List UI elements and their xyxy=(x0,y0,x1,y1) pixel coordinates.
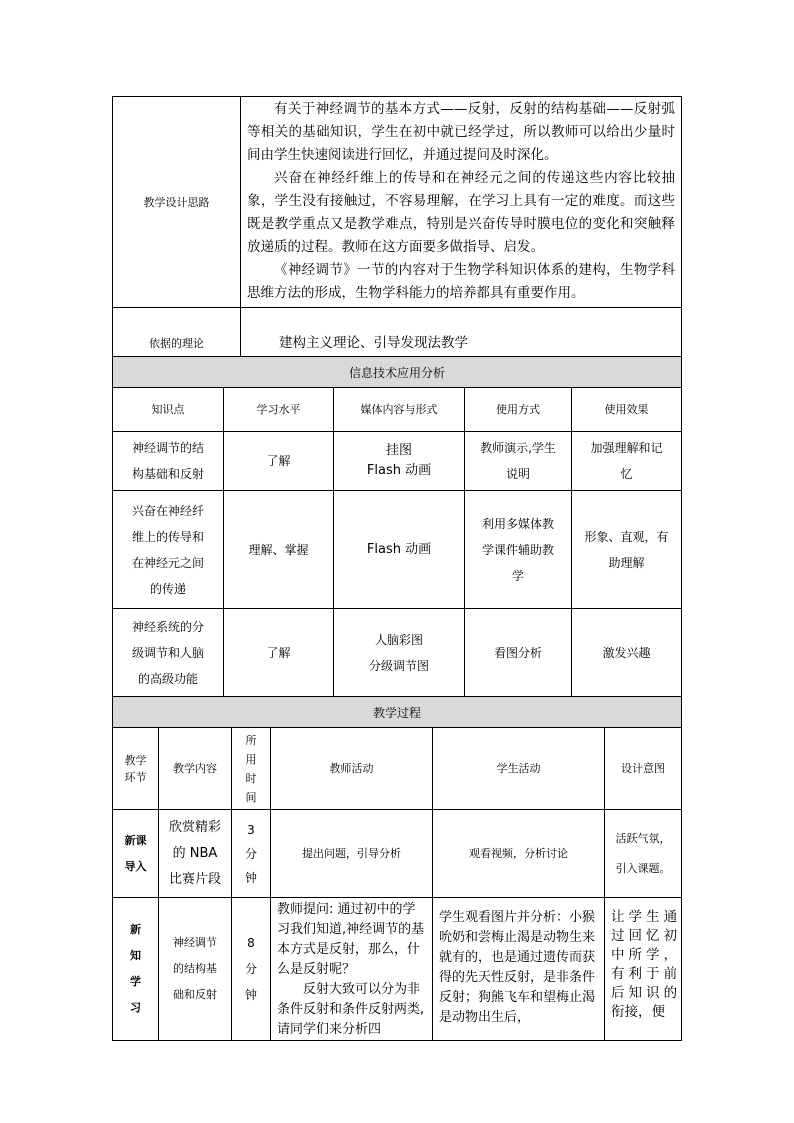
it-row2-media: Flash 动画 xyxy=(334,491,465,609)
it-row3-level: 了解 xyxy=(224,609,334,697)
it-row1-usage: 教师演示,学生 说明 xyxy=(465,432,572,491)
it-row3-point: 神经系统的分 级调节和人脑 的高级功能 xyxy=(113,609,224,697)
it-row3-media: 人脑彩图 分级调节图 xyxy=(334,609,465,697)
process-row2-intent: 让学生通过回忆初中所学，有利于前后知识的衔接，便 xyxy=(605,898,682,1041)
design-label: 教学设计思路 xyxy=(113,97,241,308)
it-header-point: 知识点 xyxy=(113,388,224,432)
design-paragraph-1: 有关于神经调节的基本方式——反射，反射的结构基础——反射弧等相关的基础知识，学生在初中就已经学过，所以教师可以给出少量时间由学生快速阅读进行回忆，并通过提问及时深化。 xyxy=(247,101,675,163)
design-table xyxy=(112,96,682,380)
process-row1-content: 欣赏精彩 的 NBA 比赛片段 xyxy=(159,810,232,898)
it-row3-effect: 激发兴趣 xyxy=(572,609,682,697)
it-row1-point: 神经调节的结 构基础和反射 xyxy=(113,432,224,491)
process-row1-teacher: 提出问题，引导分析 xyxy=(271,810,433,898)
process-header-content: 教学内容 xyxy=(159,728,232,810)
it-header-level: 学习水平 xyxy=(224,388,334,432)
process-row2-content: 神经调节 的结构基 础和反射 xyxy=(159,898,232,1041)
process-row1-student: 观看视频，分析讨论 xyxy=(433,810,605,898)
process-row2-student: 学生观看图片并分析：小猴吮奶和尝梅止渴是动物生来就有的，也是通过遗传而获得的先天性反射，是非条件反射；狗熊飞车和望梅止渴是动物出生后， xyxy=(433,898,605,1041)
process-header-stage: 教学 环节 xyxy=(113,728,159,810)
process-header-intent: 设计意图 xyxy=(605,728,682,810)
process-section-title: 教学过程 xyxy=(113,697,682,728)
process-header-student: 学生活动 xyxy=(433,728,605,810)
it-row2-effect: 形象、直观，有 助理解 xyxy=(572,491,682,609)
it-row2-usage: 利用多媒体教 学课件辅助教 学 xyxy=(465,491,572,609)
theory-value: 建构主义理论、引导发现法教学 xyxy=(241,308,682,380)
process-row1-stage: 新课 导入 xyxy=(113,810,159,898)
it-row1-media: 挂图 Flash 动画 xyxy=(334,432,465,491)
it-section-title: 信息技术应用分析 xyxy=(113,357,682,388)
process-header-teacher: 教师活动 xyxy=(271,728,433,810)
process-table xyxy=(112,696,682,1041)
it-row1-level: 了解 xyxy=(224,432,334,491)
it-header-media: 媒体内容与形式 xyxy=(334,388,465,432)
design-paragraph-3: 《神经调节》一节的内容对于生物学科知识体系的建构，生物学科思维方法的形成，生物学科能力的培养都具有重要作用。 xyxy=(247,262,675,301)
it-row3-usage: 看图分析 xyxy=(465,609,572,697)
process-header-time: 所 用 时 间 xyxy=(232,728,271,810)
it-header-effect: 使用效果 xyxy=(572,388,682,432)
process-row1-intent: 活跃气氛， 引入课题。 xyxy=(605,810,682,898)
it-analysis-table xyxy=(112,356,682,697)
it-row2-point: 兴奋在神经纤 维上的传导和 在神经元之间 的传递 xyxy=(113,491,224,609)
it-header-usage: 使用方式 xyxy=(465,388,572,432)
it-row2-level: 理解、掌握 xyxy=(224,491,334,609)
process-row1-time: 3 分 钟 xyxy=(232,810,271,898)
it-row1-effect: 加强理解和记 忆 xyxy=(572,432,682,491)
theory-label: 依据的理论 xyxy=(113,308,241,380)
process-row2-teacher: 教师提问: 通过初中的学习我们知道,神经调节的基本方式是反射，那么，什么是反射呢？ 反射大致可以分为非条件反射和条件反射两类,请同学们来分析四 xyxy=(271,898,433,1041)
process-row2-stage: 新 知 学 习 xyxy=(113,898,159,1041)
design-paragraph-2: 兴奋在神经纤维上的传导和在神经元之间的传递这些内容比较抽象，学生没有接触过，不容易理解，在学习上具有一定的难度。而这些既是教学重点又是教学难点，特别是兴奋传导时膜电位的变化和突触释放递质的过程。教师在这方面要多做指导、启发。 xyxy=(247,170,675,255)
design-content xyxy=(241,97,682,308)
process-row2-time: 8 分 钟 xyxy=(232,898,271,1041)
